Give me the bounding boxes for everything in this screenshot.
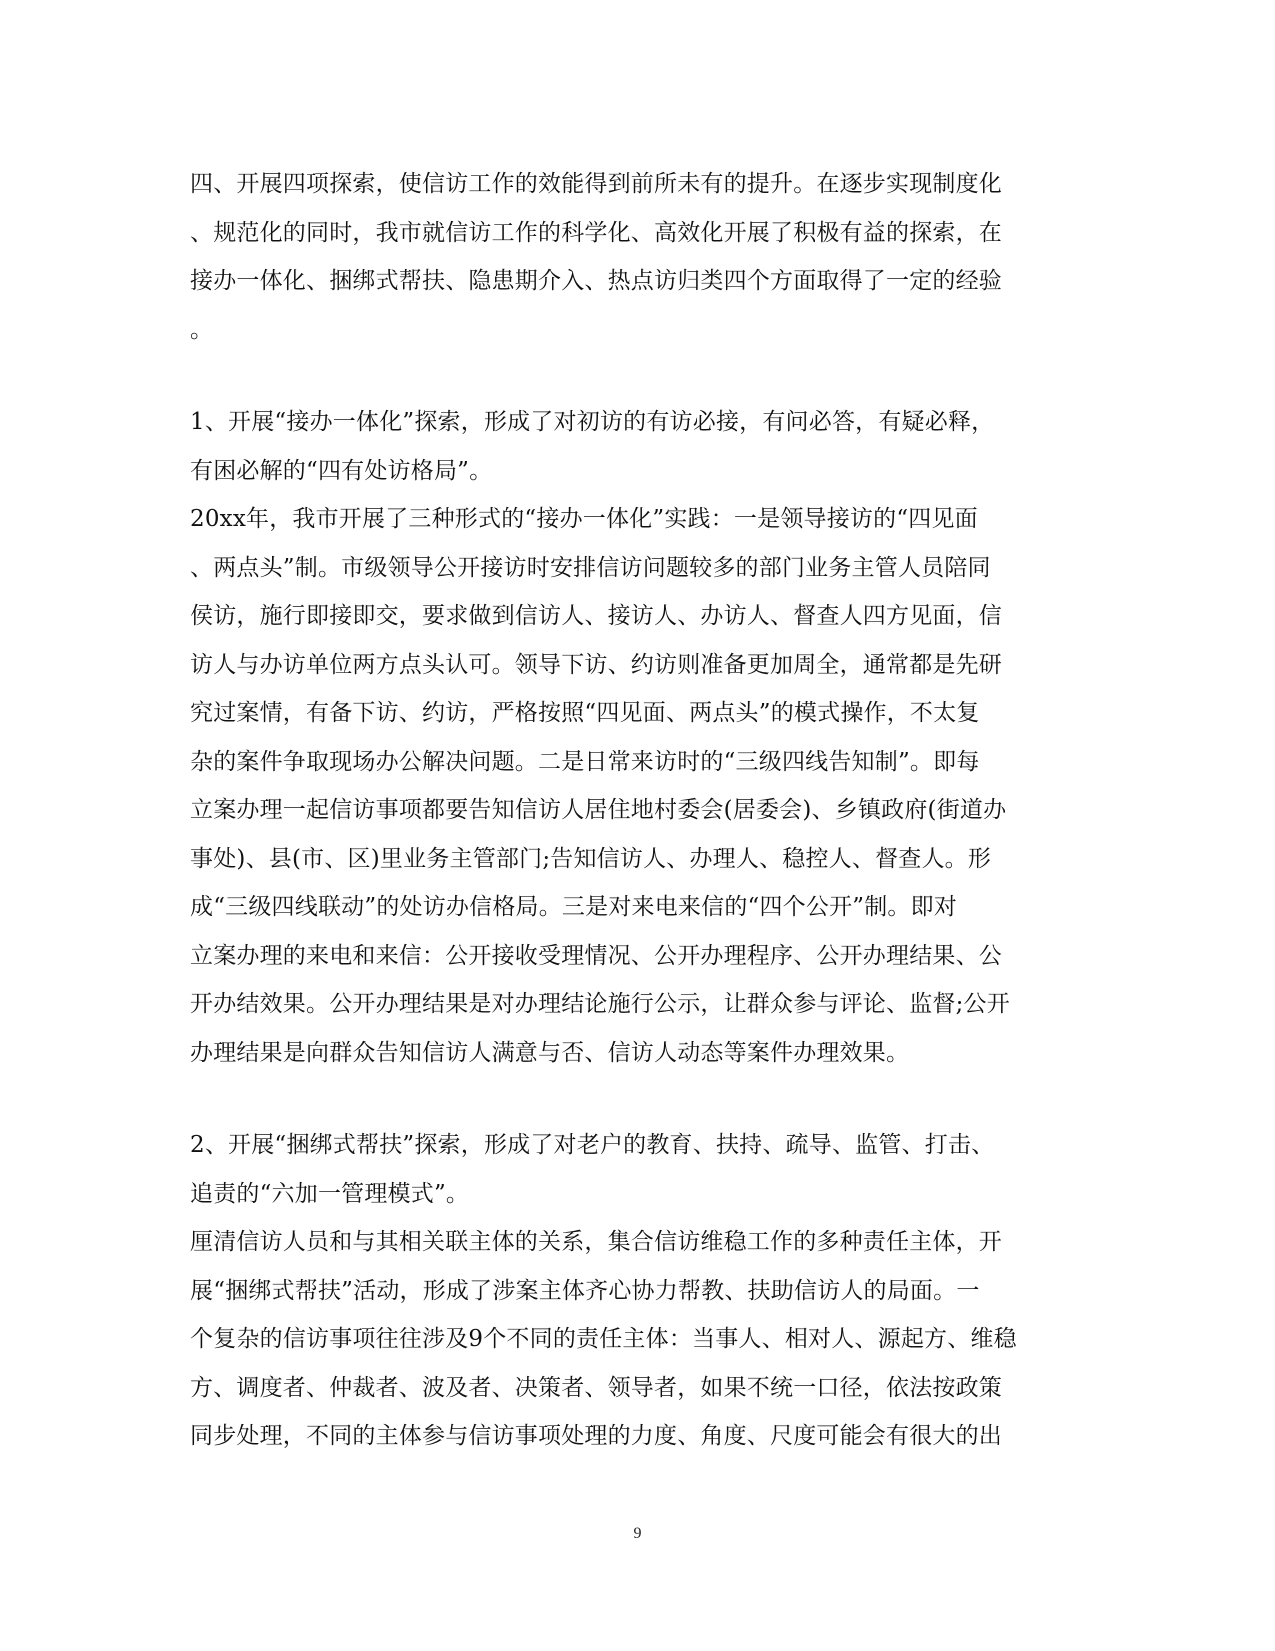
paragraph-line: 杂的案件争取现场办公解决问题。二是日常来访时的“三级四线告知制”。即每 [190, 748, 980, 775]
paragraph-line: 事处)、县(市、区)里业务主管部门;告知信访人、办理人、稳控人、督查人。形 [190, 845, 992, 872]
paragraph-line: 展“捆绑式帮扶”活动，形成了涉案主体齐心协力帮教、扶助信访人的局面。一 [190, 1277, 980, 1304]
paragraph-line: 访人与办访单位两方点头认可。领导下访、约访则准备更加周全，通常都是先研 [190, 651, 1002, 678]
document-body [190, 160, 1075, 1461]
paragraph-line: 接办一体化、捆绑式帮扶、隐患期介入、热点访归类四个方面取得了一定的经验 [190, 268, 1002, 294]
section-4-paragraph [190, 160, 1075, 354]
item-2-body [190, 1218, 1075, 1461]
paragraph-line: 侯访，施行即接即交，要求做到信访人、接访人、办访人、督查人四方见面，信 [190, 603, 1002, 629]
paragraph-line: 厘清信访人员和与其相关联主体的关系，集合信访维稳工作的多种责任主体，开 [190, 1229, 1002, 1255]
paragraph-line: 个复杂的信访事项往往涉及9个不同的责任主体：当事人、相对人、源起方、维稳 [190, 1326, 1017, 1352]
paragraph-line: 开办结效果。公开办理结果是对办理结论施行公示，让群众参与评论、监督;公开 [190, 991, 1010, 1017]
paragraph-line: 究过案情，有备下访、约访，严格按照“四见面、两点头”的模式操作，不太复 [190, 700, 980, 726]
item-1-body [190, 495, 1075, 1077]
paragraph-gap [190, 1077, 1075, 1121]
paragraph-line: 立案办理一起信访事项都要告知信访人居住地村委会(居委会)、乡镇政府(街道办 [190, 797, 1007, 823]
paragraph-line: 办理结果是向群众告知信访人满意与否、信访人动态等案件办理效果。 [190, 1039, 910, 1066]
paragraph-gap [190, 354, 1075, 398]
heading-line: 1、开展“接办一体化”探索，形成了对初访的有访必接，有问必答，有疑必释， [190, 409, 995, 435]
paragraph-line: 20xx年，我市开展了三种形式的“接办一体化”实践：一是领导接访的“四见面 [190, 506, 978, 532]
paragraph-line: 方、调度者、仲裁者、波及者、决策者、领导者，如果不统一口径，依法按政策 [190, 1374, 1002, 1401]
paragraph-line: 立案办理的来电和来信：公开接收受理情况、公开办理程序、公开办理结果、公 [190, 942, 1002, 969]
paragraph-line: 、两点头”制。市级领导公开接访时安排信访问题较多的部门业务主管人员陪同 [190, 554, 991, 581]
page-number: 9 [633, 1525, 642, 1542]
item-2-heading [190, 1121, 1075, 1218]
heading-line: 有困必解的“四有处访格局”。 [190, 457, 493, 484]
paragraph-line: 四、开展四项探索，使信访工作的效能得到前所未有的提升。在逐步实现制度化 [190, 171, 1002, 197]
paragraph-line: 。 [190, 316, 214, 343]
heading-line: 追责的“六加一管理模式”。 [190, 1180, 470, 1207]
heading-line: 2、开展“捆绑式帮扶”探索，形成了对老户的教育、扶持、疏导、监管、打击、 [190, 1132, 995, 1158]
item-1-heading [190, 398, 1075, 495]
paragraph-line: 、规范化的同时，我市就信访工作的科学化、高效化开展了积极有益的探索，在 [190, 219, 1002, 246]
paragraph-line: 同步处理，不同的主体参与信访事项处理的力度、角度、尺度可能会有很大的出 [190, 1423, 1002, 1449]
paragraph-line: 成“三级四线联动”的处访办信格局。三是对来电来信的“四个公开”制。即对 [190, 894, 958, 920]
